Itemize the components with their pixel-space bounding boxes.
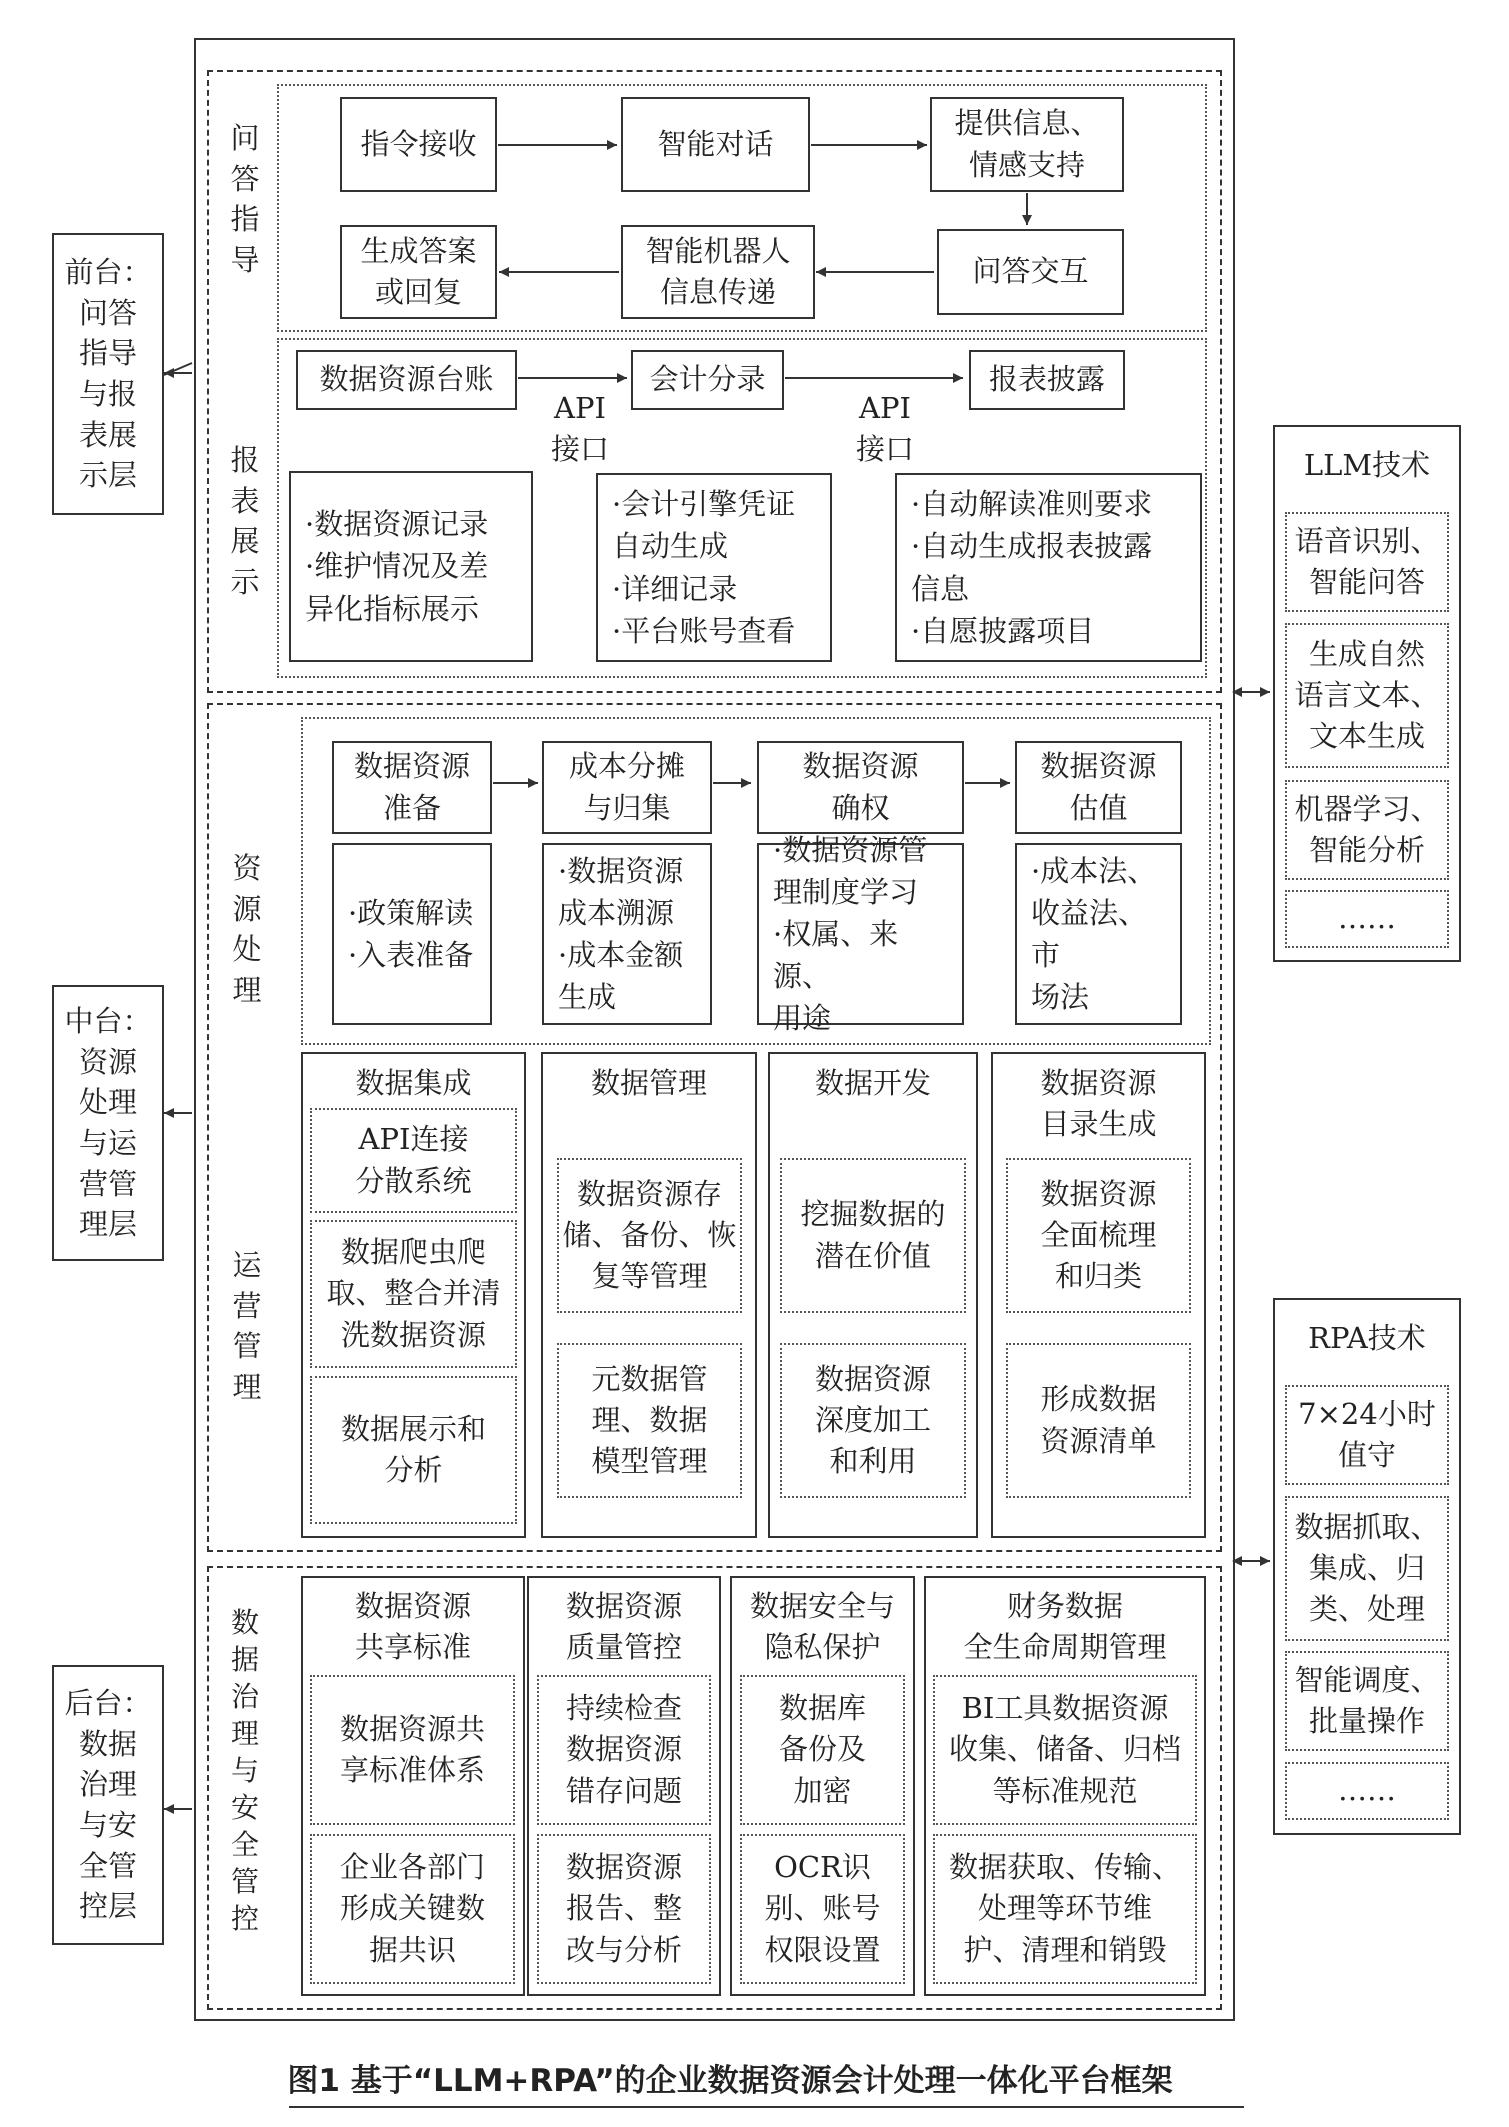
operation-section-label: 运 营 管 理 xyxy=(232,1248,262,1404)
governance-item: BI工具数据资源 收集、储备、归档 等标准规范 xyxy=(933,1675,1197,1825)
resource-detail-prepare: ·政策解读 ·入表准备 xyxy=(332,843,492,1025)
rpa-item: 数据抓取、 集成、归 类、处理 xyxy=(1285,1496,1449,1641)
front-layer-label: 前台： 问答 指导 与报 表展 示层 xyxy=(64,255,152,493)
back-layer-label: 后台： 数据 治理 与安 全管 控层 xyxy=(64,1686,152,1924)
rpa-item: 智能调度、 批量操作 xyxy=(1285,1651,1449,1751)
middle-layer-box xyxy=(52,985,164,1261)
rpa-item: …… xyxy=(1285,1762,1449,1820)
operation-item: API连接 分散系统 xyxy=(310,1108,517,1213)
qa-box-info: 提供信息、 情感支持 xyxy=(930,97,1124,192)
governance-item: 数据获取、传输、 处理等环节维 护、清理和销毁 xyxy=(933,1834,1197,1984)
report-section-label: 报 表 展 示 xyxy=(230,443,260,599)
qa-box-answer: 生成答案 或回复 xyxy=(340,225,497,319)
resource-step-cost: 成本分摊 与归集 xyxy=(542,741,712,834)
middle-layer-label: 中台： 资源 处理 与运 营管 理层 xyxy=(64,1004,152,1242)
operation-item: 数据资源存 储、备份、恢 复等管理 xyxy=(557,1158,742,1313)
back-layer-box xyxy=(52,1665,164,1945)
operation-title-management: 数据管理 xyxy=(590,1066,707,1100)
governance-item: 数据资源 报告、整 改与分析 xyxy=(537,1834,711,1984)
report-box-ledger: 数据资源台账 xyxy=(296,350,517,410)
resource-detail-valuation: ·成本法、 收益法、市 场法 xyxy=(1015,843,1182,1025)
llm-title: LLM技术 xyxy=(1303,448,1431,482)
resource-step-valuation: 数据资源 估值 xyxy=(1015,741,1182,834)
report-list-entry: ·会计引擎凭证 自动生成 ·详细记录 ·平台账号查看 xyxy=(596,473,832,662)
report-box-entry: 会计分录 xyxy=(631,350,784,410)
llm-item: 机器学习、 智能分析 xyxy=(1285,780,1449,880)
api-label-1: API 接口 xyxy=(550,391,609,466)
operation-item: 数据资源 深度加工 和利用 xyxy=(780,1343,966,1498)
report-list-ledger: ·数据资源记录 ·维护情况及差 异化指标展示 xyxy=(289,471,533,662)
resource-detail-rights: ·数据资源管 理制度学习 ·权属、来源、 用途 xyxy=(757,843,964,1025)
governance-title-quality: 数据资源 质量管控 xyxy=(565,1589,682,1664)
operation-item: 形成数据 资源清单 xyxy=(1006,1343,1191,1498)
operation-title-development: 数据开发 xyxy=(814,1066,931,1100)
operation-item: 数据爬虫爬 取、整合并清 洗数据资源 xyxy=(310,1220,517,1368)
operation-item: 数据展示和 分析 xyxy=(310,1376,517,1524)
resource-step-prepare: 数据资源 准备 xyxy=(332,741,492,834)
governance-item: 企业各部门 形成关键数 据共识 xyxy=(310,1834,515,1984)
governance-title-lifecycle: 财务数据 全生命周期管理 xyxy=(963,1589,1167,1664)
front-layer-box xyxy=(52,233,164,515)
llm-item: 语音识别、 智能问答 xyxy=(1285,512,1449,612)
governance-item: 数据资源共 享标准体系 xyxy=(310,1675,515,1825)
qa-box-robot: 智能机器人 信息传递 xyxy=(621,225,815,319)
rpa-item: 7×24小时 值守 xyxy=(1285,1385,1449,1485)
api-label-2: API 接口 xyxy=(855,391,914,466)
operation-item: 数据资源 全面梳理 和归类 xyxy=(1006,1158,1191,1313)
operation-item: 挖掘数据的 潜在价值 xyxy=(780,1158,966,1313)
figure-caption: 图1 基于“LLM+RPA”的企业数据资源会计处理一体化平台框架 xyxy=(287,2062,1173,2099)
qa-box-dialogue: 智能对话 xyxy=(621,97,810,192)
operation-title-integration: 数据集成 xyxy=(355,1066,472,1100)
resource-section-label: 资 源 处 理 xyxy=(232,851,262,1007)
llm-item: …… xyxy=(1285,890,1449,948)
qa-section-label: 问 答 指 导 xyxy=(230,121,260,277)
operation-title-catalog: 数据资源 目录生成 xyxy=(1040,1066,1157,1141)
qa-box-interaction: 问答交互 xyxy=(937,229,1124,315)
report-box-disclosure: 报表披露 xyxy=(969,350,1125,410)
caption-underline xyxy=(289,2106,1244,2108)
governance-item: 持续检查 数据资源 错存问题 xyxy=(537,1675,711,1825)
governance-title-sharing: 数据资源 共享标准 xyxy=(354,1589,471,1664)
report-list-disclosure: ·自动解读准则要求 ·自动生成报表披露 信息 ·自愿披露项目 xyxy=(895,473,1202,662)
rpa-title: RPA技术 xyxy=(1308,1321,1426,1355)
llm-item: 生成自然 语言文本、 文本生成 xyxy=(1285,623,1449,768)
qa-box-instruction: 指令接收 xyxy=(340,97,497,192)
governance-section-label: 数 据 治 理 与 安 全 管 控 xyxy=(230,1606,259,1935)
resource-detail-cost: ·数据资源 成本溯源 ·成本金额 生成 xyxy=(542,843,712,1025)
governance-item: 数据库 备份及 加密 xyxy=(740,1675,905,1825)
governance-title-security: 数据安全与 隐私保护 xyxy=(749,1589,895,1664)
operation-item: 元数据管 理、数据 模型管理 xyxy=(557,1343,742,1498)
resource-step-rights: 数据资源 确权 xyxy=(757,741,964,834)
governance-item: OCR识 别、账号 权限设置 xyxy=(740,1834,905,1984)
